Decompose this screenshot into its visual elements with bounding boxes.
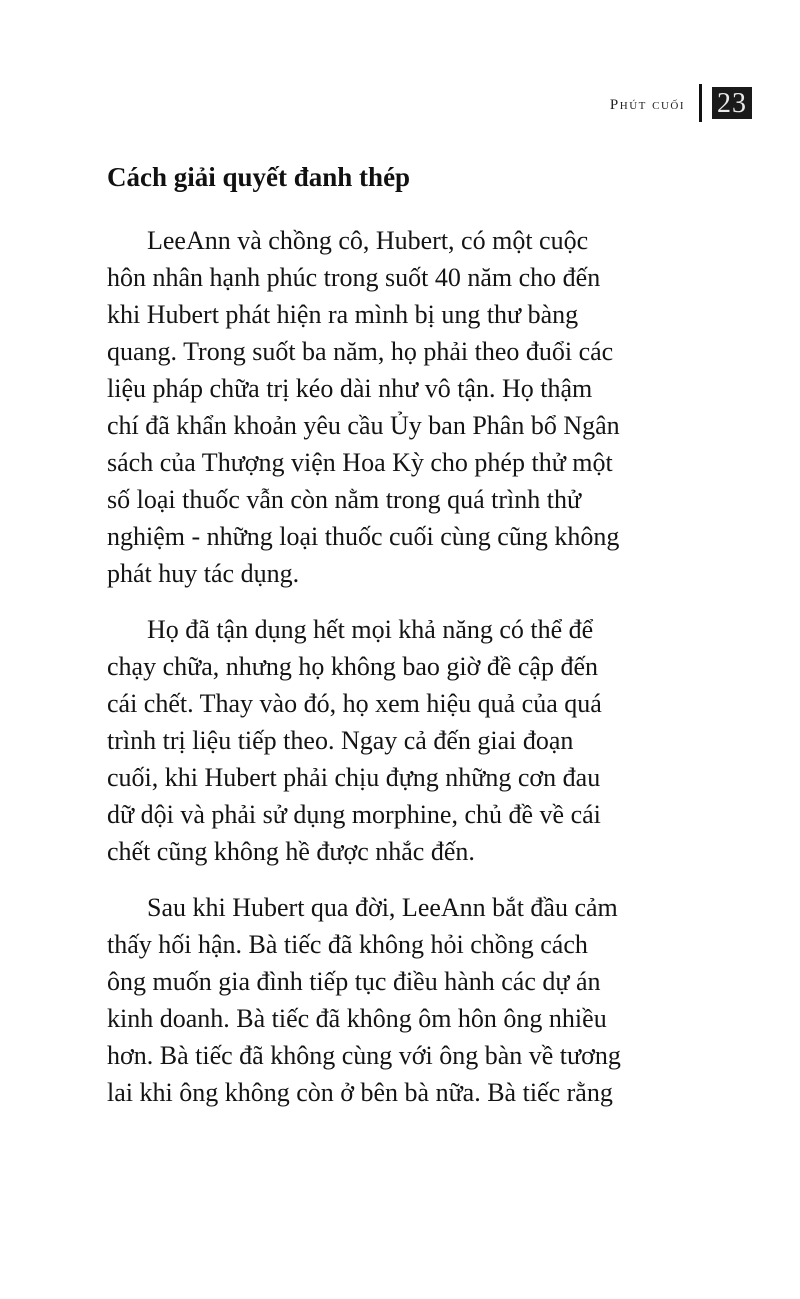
text-line: chí đã khẩn khoản yêu cầu Ủy ban Phân bổ Ngân — [107, 411, 620, 440]
paragraph-3 — [107, 889, 699, 1111]
text-line: lai khi ông không còn ở bên bà nữa. Bà tiếc rằng — [107, 1078, 613, 1107]
text-line: chạy chữa, nhưng họ không bao giờ đề cập đến — [107, 652, 599, 681]
text-line: hơn. Bà tiếc đã không cùng với ông bàn về tương — [107, 1041, 621, 1070]
page-number: 23 — [712, 87, 752, 119]
running-header — [610, 84, 752, 122]
text-line: LeeAnn và chồng cô, Hubert, có một cuộc — [147, 226, 589, 255]
text-line: trình trị liệu tiếp theo. Ngay cả đến giai đoạn — [107, 726, 574, 755]
text-line: số loại thuốc vẫn còn nằm trong quá trình thử — [107, 485, 582, 514]
text-line: liệu pháp chữa trị kéo dài như vô tận. Họ thậm — [107, 374, 593, 403]
section-heading: Cách giải quyết đanh thép — [107, 162, 411, 192]
text-line: hôn nhân hạnh phúc trong suốt 40 năm cho đến — [107, 263, 601, 292]
text-line: cuối, khi Hubert phải chịu đựng những cơn đau — [107, 763, 601, 792]
paragraph-1 — [107, 222, 699, 592]
text-line: thấy hối hận. Bà tiếc đã không hỏi chồng cách — [107, 930, 588, 959]
paragraph-2 — [107, 611, 699, 870]
text-line: chết cũng không hề được nhắc đến. — [107, 837, 475, 866]
text-line: cái chết. Thay vào đó, họ xem hiệu quả của quá — [107, 689, 602, 718]
text-line: dữ dội và phải sử dụng morphine, chủ đề về cái — [107, 800, 601, 829]
text-line: quang. Trong suốt ba năm, họ phải theo đuổi các — [107, 337, 614, 366]
text-line: sách của Thượng viện Hoa Kỳ cho phép thử một — [107, 448, 613, 477]
text-line: phát huy tác dụng. — [107, 559, 300, 588]
text-line: ông muốn gia đình tiếp tục điều hành các dự án — [107, 967, 601, 996]
text-line: khi Hubert phát hiện ra mình bị ung thư bàng — [107, 300, 579, 329]
header-divider — [699, 84, 702, 122]
text-line: nghiệm - những loại thuốc cuối cùng cũng không — [107, 522, 620, 551]
body-text — [107, 222, 699, 1130]
running-title: Phút cuối — [609, 96, 685, 113]
text-line: kinh doanh. Bà tiếc đã không ôm hôn ông nhiều — [107, 1004, 607, 1033]
text-line: Sau khi Hubert qua đời, LeeAnn bắt đầu cảm — [147, 893, 618, 922]
text-line: Họ đã tận dụng hết mọi khả năng có thể để — [147, 615, 594, 644]
